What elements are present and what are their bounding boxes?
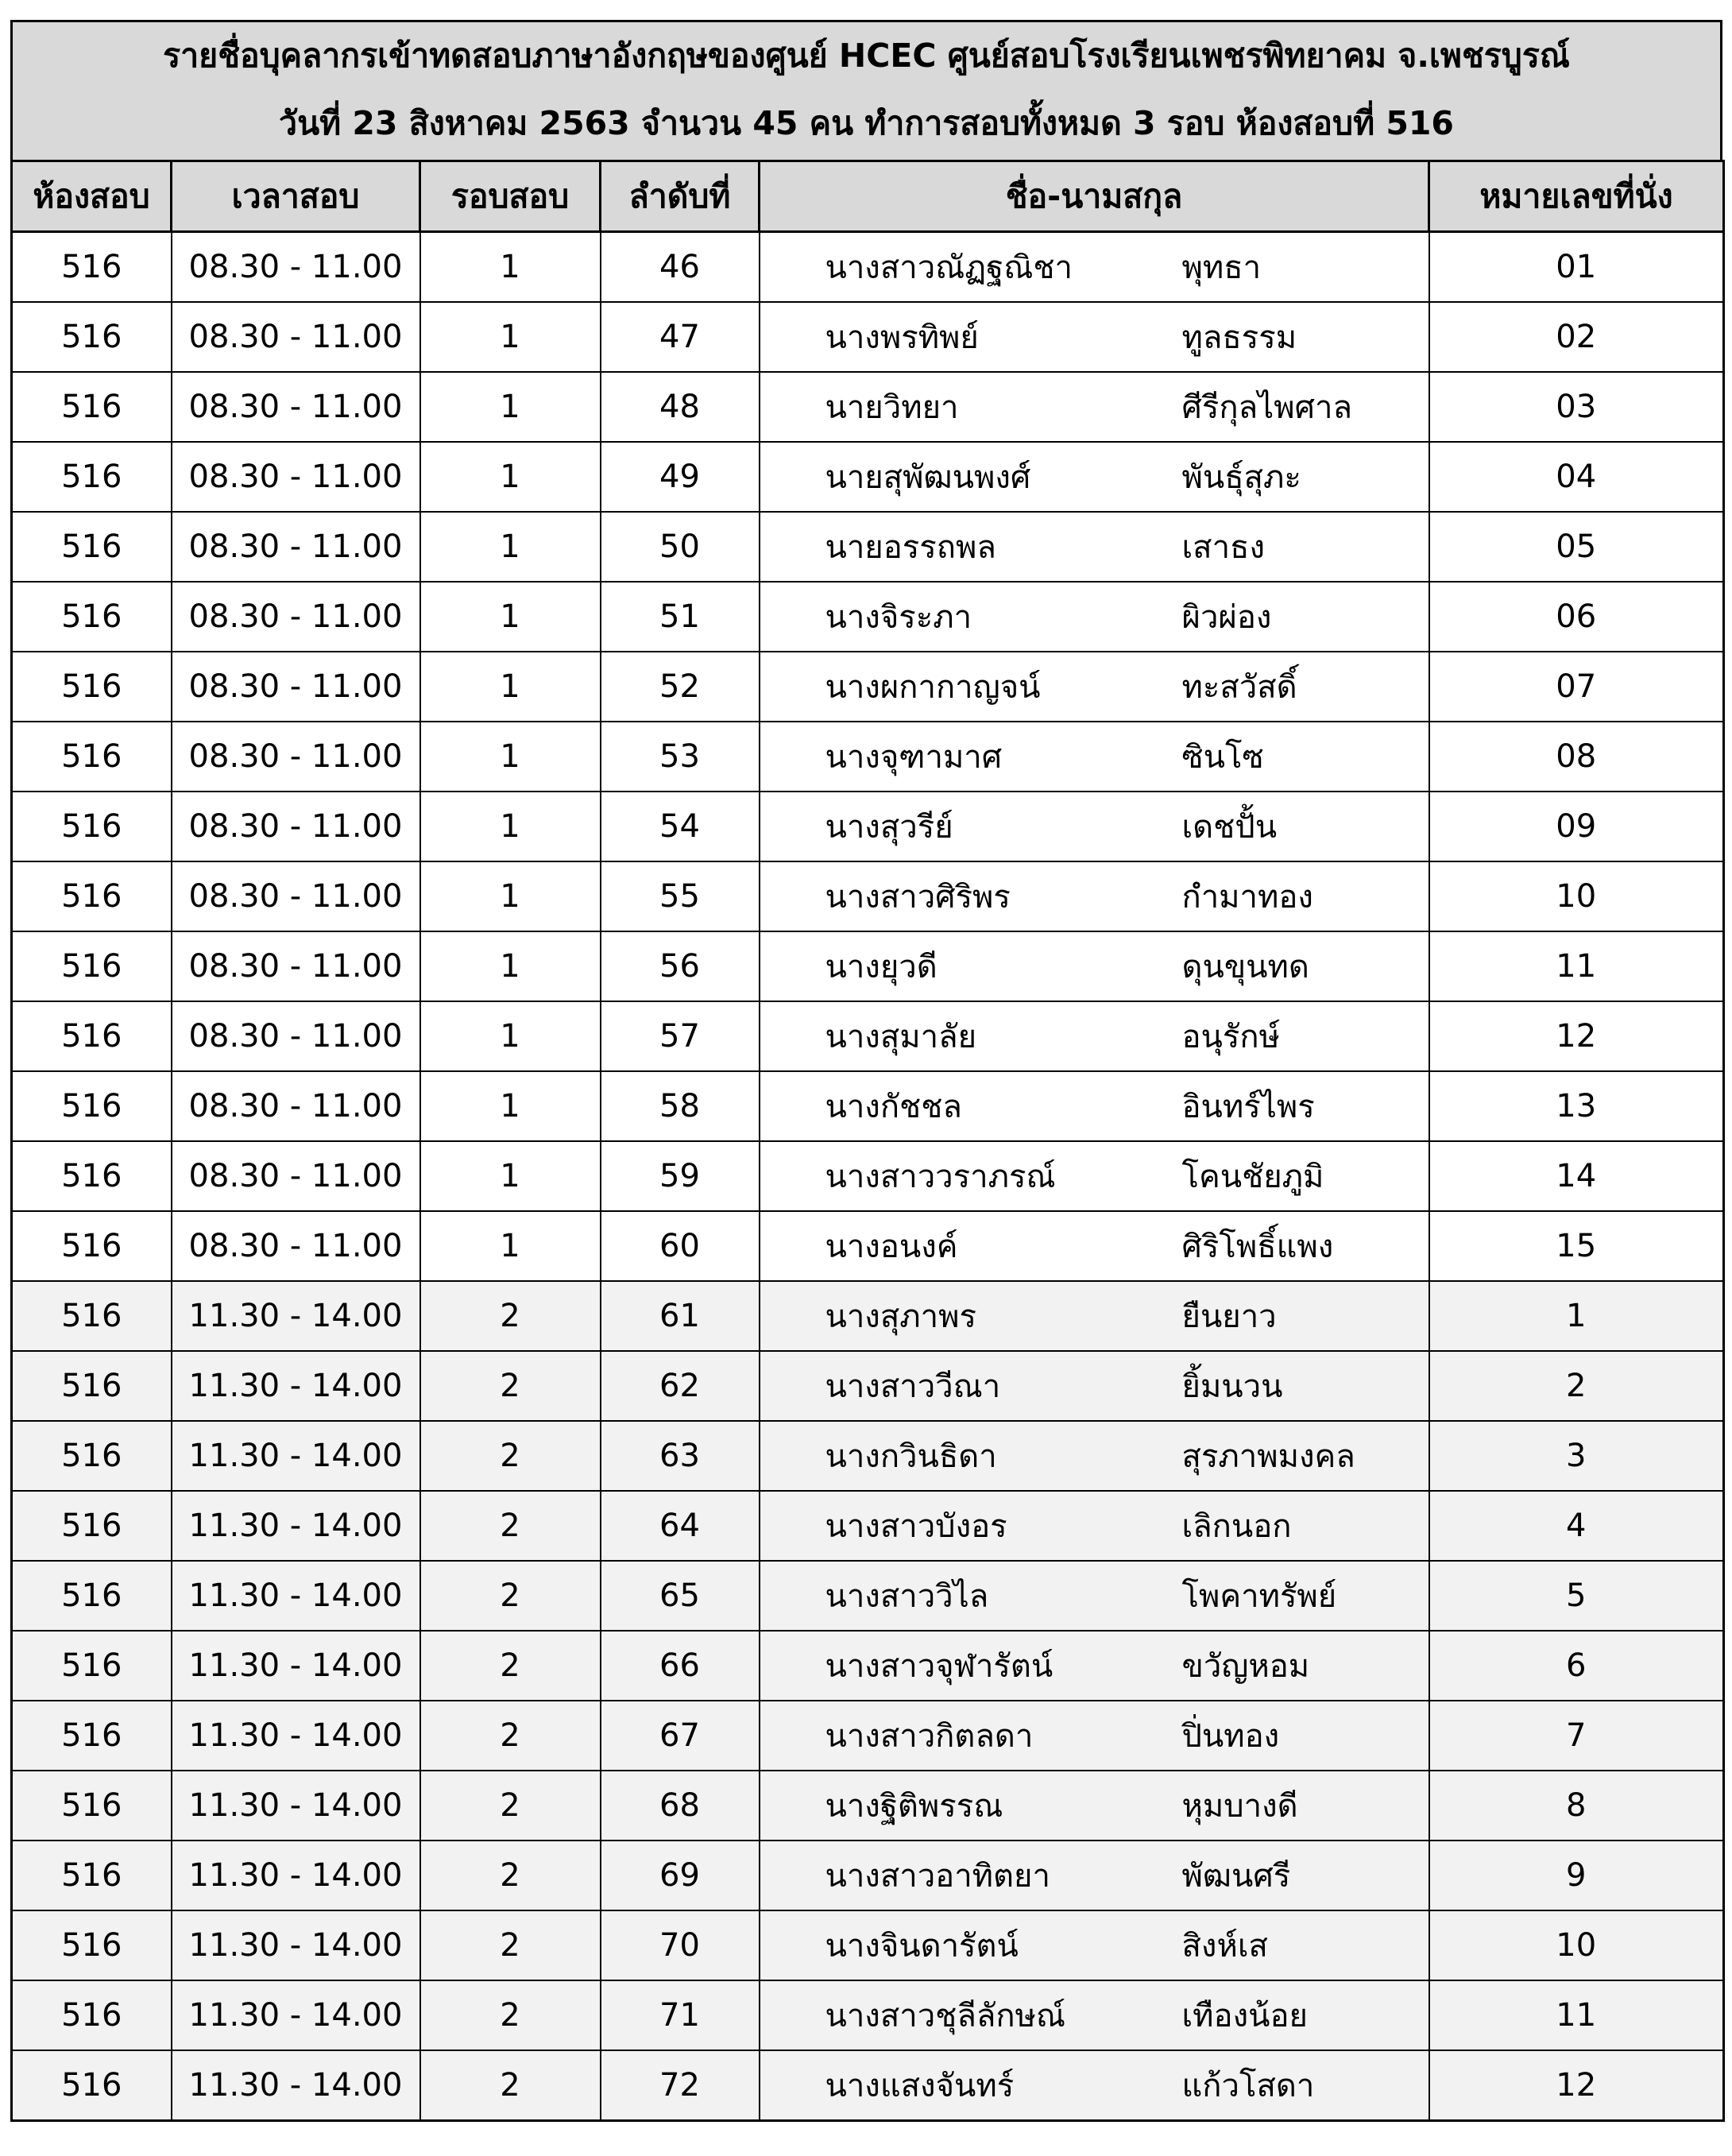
cell-last-name: เดชปั้น: [1147, 792, 1429, 861]
table-row: [12, 1141, 1724, 1211]
cell-first-name: นางสาวจุฬารัตน์: [760, 1631, 1147, 1701]
cell-time: 08.30 - 11.00: [172, 652, 420, 722]
table-header-row: [12, 161, 1724, 232]
cell-room: 516: [12, 1841, 172, 1910]
cell-round: 1: [420, 372, 601, 442]
cell-order: 48: [601, 372, 760, 442]
cell-round: 2: [420, 1491, 601, 1561]
cell-room: 516: [12, 722, 172, 792]
cell-room: 516: [12, 1491, 172, 1561]
cell-first-name: นางอนงค์: [760, 1211, 1147, 1281]
document-title: รายชื่อบุคลากรเข้าทดสอบภาษาอังกฤษของศูนย์ HCEC ศูนย์สอบโรงเรียนเพชรพิทยาคม จ.เพชรบูรณ์: [163, 37, 1570, 75]
cell-last-name: เทืองน้อย: [1147, 1980, 1429, 2050]
cell-time: 11.30 - 14.00: [172, 1561, 420, 1631]
cell-round: 2: [420, 1281, 601, 1351]
cell-order: 72: [601, 2050, 760, 2121]
cell-last-name: พัฒนศรี: [1147, 1841, 1429, 1910]
cell-time: 11.30 - 14.00: [172, 1910, 420, 1980]
cell-round: 2: [420, 1771, 601, 1841]
table-row: [12, 1841, 1724, 1910]
cell-round: 2: [420, 2050, 601, 2121]
cell-time: 11.30 - 14.00: [172, 1701, 420, 1771]
cell-first-name: นางแสงจันทร์: [760, 2050, 1147, 2121]
cell-last-name: โคนชัยภูมิ: [1147, 1141, 1429, 1211]
cell-last-name: พันธุ์สุภะ: [1147, 442, 1429, 512]
cell-round: 1: [420, 232, 601, 303]
document-subtitle: วันที่ 23 สิงหาคม 2563 จำนวน 45 คน ทำการสอบทั้งหมด 3 รอบ ห้องสอบที่ 516: [279, 104, 1454, 142]
cell-room: 516: [12, 1631, 172, 1701]
cell-seat: 13: [1429, 1071, 1724, 1141]
cell-round: 1: [420, 582, 601, 652]
cell-order: 71: [601, 1980, 760, 2050]
cell-time: 11.30 - 14.00: [172, 1491, 420, 1561]
cell-order: 56: [601, 931, 760, 1001]
cell-order: 59: [601, 1141, 760, 1211]
cell-seat: 12: [1429, 1001, 1724, 1071]
table-row: [12, 1211, 1724, 1281]
cell-round: 1: [420, 1001, 601, 1071]
cell-last-name: ผิวผ่อง: [1147, 582, 1429, 652]
cell-order: 67: [601, 1701, 760, 1771]
cell-first-name: นางผกากาญจน์: [760, 652, 1147, 722]
cell-round: 1: [420, 512, 601, 582]
cell-time: 08.30 - 11.00: [172, 1141, 420, 1211]
cell-first-name: นางกัชชล: [760, 1071, 1147, 1141]
cell-first-name: นางสุวรีย์: [760, 792, 1147, 861]
cell-room: 516: [12, 1421, 172, 1491]
cell-order: 61: [601, 1281, 760, 1351]
cell-order: 52: [601, 652, 760, 722]
cell-first-name: นางพรทิพย์: [760, 302, 1147, 372]
cell-round: 2: [420, 1631, 601, 1701]
cell-last-name: ยิ้มนวน: [1147, 1351, 1429, 1421]
cell-seat: 01: [1429, 232, 1724, 303]
cell-round: 1: [420, 722, 601, 792]
cell-last-name: ศิริโพธิ์แพง: [1147, 1211, 1429, 1281]
cell-round: 1: [420, 861, 601, 931]
cell-last-name: โพคาทรัพย์: [1147, 1561, 1429, 1631]
cell-seat: 9: [1429, 1841, 1724, 1910]
table-row: [12, 722, 1724, 792]
cell-time: 11.30 - 14.00: [172, 1281, 420, 1351]
cell-time: 11.30 - 14.00: [172, 1771, 420, 1841]
cell-order: 70: [601, 1910, 760, 1980]
cell-room: 516: [12, 1211, 172, 1281]
cell-time: 08.30 - 11.00: [172, 442, 420, 512]
cell-time: 11.30 - 14.00: [172, 2050, 420, 2121]
cell-first-name: นายวิทยา: [760, 372, 1147, 442]
cell-order: 55: [601, 861, 760, 931]
cell-room: 516: [12, 582, 172, 652]
cell-first-name: นางสาวณัฏฐณิชา: [760, 232, 1147, 303]
cell-seat: 3: [1429, 1421, 1724, 1491]
cell-round: 2: [420, 1351, 601, 1421]
table-row: [12, 792, 1724, 861]
cell-first-name: นางสาววราภรณ์: [760, 1141, 1147, 1211]
cell-room: 516: [12, 1561, 172, 1631]
cell-round: 2: [420, 1980, 601, 2050]
roster-table: [10, 160, 1725, 2122]
cell-time: 08.30 - 11.00: [172, 1211, 420, 1281]
cell-last-name: ปิ่นทอง: [1147, 1701, 1429, 1771]
table-row: [12, 1351, 1724, 1421]
cell-first-name: นางสาวอาทิตยา: [760, 1841, 1147, 1910]
cell-last-name: ทูลธรรม: [1147, 302, 1429, 372]
cell-first-name: นางสาวชุลีลักษณ์: [760, 1980, 1147, 2050]
cell-round: 1: [420, 1141, 601, 1211]
cell-room: 516: [12, 792, 172, 861]
cell-last-name: พุทธา: [1147, 232, 1429, 303]
table-row: [12, 1281, 1724, 1351]
cell-round: 2: [420, 1841, 601, 1910]
cell-first-name: นางจินดารัตน์: [760, 1910, 1147, 1980]
cell-room: 516: [12, 372, 172, 442]
cell-last-name: ทะสวัสดิ์: [1147, 652, 1429, 722]
cell-last-name: ยืนยาว: [1147, 1281, 1429, 1351]
title-block: [10, 20, 1722, 160]
cell-last-name: กำมาทอง: [1147, 861, 1429, 931]
cell-order: 50: [601, 512, 760, 582]
cell-order: 54: [601, 792, 760, 861]
exam-roster-sheet: [10, 20, 1722, 2122]
cell-room: 516: [12, 931, 172, 1001]
cell-order: 46: [601, 232, 760, 303]
column-header-round: รอบสอบ: [420, 161, 601, 232]
cell-round: 2: [420, 1701, 601, 1771]
cell-round: 1: [420, 931, 601, 1001]
table-row: [12, 302, 1724, 372]
cell-room: 516: [12, 1910, 172, 1980]
cell-first-name: นางสาววีณา: [760, 1351, 1147, 1421]
cell-first-name: นางกวินธิดา: [760, 1421, 1147, 1491]
table-row: [12, 652, 1724, 722]
cell-round: 1: [420, 442, 601, 512]
cell-time: 08.30 - 11.00: [172, 582, 420, 652]
table-row: [12, 512, 1724, 582]
cell-time: 08.30 - 11.00: [172, 232, 420, 303]
cell-round: 1: [420, 792, 601, 861]
cell-room: 516: [12, 1771, 172, 1841]
cell-last-name: ศีรีกุลไพศาล: [1147, 372, 1429, 442]
cell-round: 1: [420, 1211, 601, 1281]
cell-last-name: อินทร์ไพร: [1147, 1071, 1429, 1141]
cell-round: 1: [420, 1071, 601, 1141]
cell-room: 516: [12, 512, 172, 582]
cell-last-name: สุรภาพมงคล: [1147, 1421, 1429, 1491]
cell-seat: 07: [1429, 652, 1724, 722]
cell-order: 69: [601, 1841, 760, 1910]
cell-order: 63: [601, 1421, 760, 1491]
cell-time: 08.30 - 11.00: [172, 1071, 420, 1141]
cell-time: 11.30 - 14.00: [172, 1421, 420, 1491]
cell-last-name: เสาธง: [1147, 512, 1429, 582]
cell-room: 516: [12, 1980, 172, 2050]
cell-last-name: เลิกนอก: [1147, 1491, 1429, 1561]
cell-time: 08.30 - 11.00: [172, 512, 420, 582]
column-header-time: เวลาสอบ: [172, 161, 420, 232]
table-row: [12, 2050, 1724, 2121]
cell-order: 47: [601, 302, 760, 372]
cell-room: 516: [12, 302, 172, 372]
cell-room: 516: [12, 442, 172, 512]
column-header-order: ลำดับที่: [601, 161, 760, 232]
table-row: [12, 442, 1724, 512]
cell-round: 2: [420, 1910, 601, 1980]
table-row: [12, 1491, 1724, 1561]
cell-last-name: แก้วโสดา: [1147, 2050, 1429, 2121]
cell-seat: 5: [1429, 1561, 1724, 1631]
cell-seat: 6: [1429, 1631, 1724, 1701]
cell-time: 11.30 - 14.00: [172, 1980, 420, 2050]
column-header-seat: หมายเลขที่นั่ง: [1429, 161, 1724, 232]
cell-seat: 8: [1429, 1771, 1724, 1841]
cell-first-name: นางสาวกิตลดา: [760, 1701, 1147, 1771]
cell-seat: 08: [1429, 722, 1724, 792]
table-row: [12, 931, 1724, 1001]
table-row: [12, 1701, 1724, 1771]
table-row: [12, 861, 1724, 931]
cell-time: 11.30 - 14.00: [172, 1841, 420, 1910]
cell-room: 516: [12, 1281, 172, 1351]
cell-order: 53: [601, 722, 760, 792]
cell-seat: 7: [1429, 1701, 1724, 1771]
cell-seat: 06: [1429, 582, 1724, 652]
cell-round: 2: [420, 1421, 601, 1491]
cell-first-name: นางฐิติพรรณ: [760, 1771, 1147, 1841]
table-row: [12, 232, 1724, 303]
cell-seat: 15: [1429, 1211, 1724, 1281]
cell-room: 516: [12, 1351, 172, 1421]
cell-time: 08.30 - 11.00: [172, 302, 420, 372]
cell-seat: 2: [1429, 1351, 1724, 1421]
cell-order: 62: [601, 1351, 760, 1421]
table-row: [12, 1910, 1724, 1980]
cell-last-name: ซินโซ: [1147, 722, 1429, 792]
table-row: [12, 1421, 1724, 1491]
cell-first-name: นางสาววิไล: [760, 1561, 1147, 1631]
cell-last-name: หุมบางดี: [1147, 1771, 1429, 1841]
cell-room: 516: [12, 1141, 172, 1211]
cell-seat: 10: [1429, 1910, 1724, 1980]
cell-first-name: นางจิระภา: [760, 582, 1147, 652]
cell-order: 65: [601, 1561, 760, 1631]
cell-order: 66: [601, 1631, 760, 1701]
cell-first-name: นายสุพัฒนพงศ์: [760, 442, 1147, 512]
cell-room: 516: [12, 861, 172, 931]
cell-time: 08.30 - 11.00: [172, 861, 420, 931]
cell-seat: 09: [1429, 792, 1724, 861]
table-row: [12, 372, 1724, 442]
cell-first-name: นางจุฑามาศ: [760, 722, 1147, 792]
table-row: [12, 1071, 1724, 1141]
cell-round: 1: [420, 302, 601, 372]
table-row: [12, 582, 1724, 652]
cell-last-name: สิงห์เส: [1147, 1910, 1429, 1980]
cell-room: 516: [12, 652, 172, 722]
cell-seat: 10: [1429, 861, 1724, 931]
table-row: [12, 1001, 1724, 1071]
cell-last-name: ดุนขุนทด: [1147, 931, 1429, 1001]
cell-round: 2: [420, 1561, 601, 1631]
cell-seat: 12: [1429, 2050, 1724, 2121]
cell-seat: 1: [1429, 1281, 1724, 1351]
cell-order: 64: [601, 1491, 760, 1561]
cell-seat: 11: [1429, 1980, 1724, 2050]
table-row: [12, 1771, 1724, 1841]
cell-room: 516: [12, 1701, 172, 1771]
cell-seat: 03: [1429, 372, 1724, 442]
cell-first-name: นางยุวดี: [760, 931, 1147, 1001]
cell-order: 58: [601, 1071, 760, 1141]
cell-order: 51: [601, 582, 760, 652]
cell-order: 68: [601, 1771, 760, 1841]
roster-body: [12, 232, 1724, 2121]
cell-round: 1: [420, 652, 601, 722]
cell-time: 08.30 - 11.00: [172, 1001, 420, 1071]
cell-seat: 4: [1429, 1491, 1724, 1561]
cell-seat: 02: [1429, 302, 1724, 372]
cell-time: 08.30 - 11.00: [172, 792, 420, 861]
cell-order: 60: [601, 1211, 760, 1281]
cell-last-name: อนุรักษ์: [1147, 1001, 1429, 1071]
table-row: [12, 1980, 1724, 2050]
cell-room: 516: [12, 2050, 172, 2121]
cell-first-name: นางสาวบังอร: [760, 1491, 1147, 1561]
cell-time: 11.30 - 14.00: [172, 1351, 420, 1421]
cell-first-name: นางสุมาลัย: [760, 1001, 1147, 1071]
cell-time: 11.30 - 14.00: [172, 1631, 420, 1701]
cell-order: 49: [601, 442, 760, 512]
column-header-name: ชื่อ-นามสกุล: [760, 161, 1429, 232]
cell-time: 08.30 - 11.00: [172, 372, 420, 442]
cell-seat: 14: [1429, 1141, 1724, 1211]
table-row: [12, 1561, 1724, 1631]
cell-last-name: ขวัญหอม: [1147, 1631, 1429, 1701]
cell-seat: 04: [1429, 442, 1724, 512]
cell-order: 57: [601, 1001, 760, 1071]
column-header-room: ห้องสอบ: [12, 161, 172, 232]
cell-room: 516: [12, 232, 172, 303]
table-row: [12, 1631, 1724, 1701]
cell-first-name: นางสาวศิริพร: [760, 861, 1147, 931]
cell-seat: 05: [1429, 512, 1724, 582]
cell-room: 516: [12, 1071, 172, 1141]
cell-seat: 11: [1429, 931, 1724, 1001]
cell-first-name: นายอรรถพล: [760, 512, 1147, 582]
cell-first-name: นางสุภาพร: [760, 1281, 1147, 1351]
cell-time: 08.30 - 11.00: [172, 931, 420, 1001]
cell-time: 08.30 - 11.00: [172, 722, 420, 792]
cell-room: 516: [12, 1001, 172, 1071]
